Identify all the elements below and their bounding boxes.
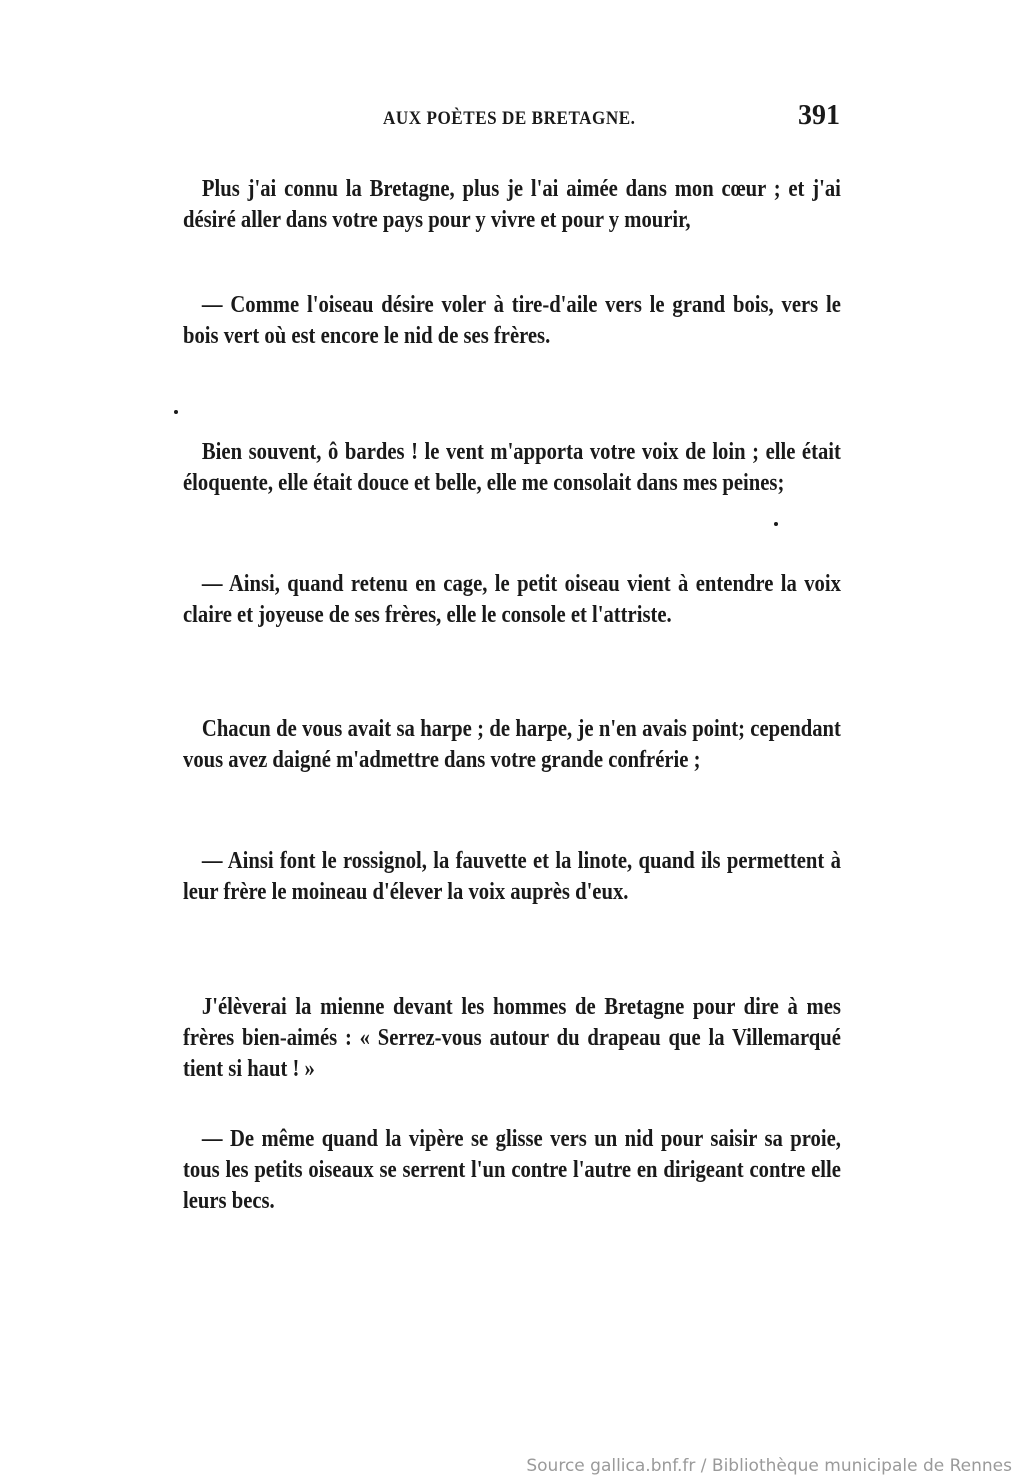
running-head: AUX POÈTES DE BRETAGNE. — [383, 108, 636, 129]
stanza-1: Plus j'ai connu la Bretagne, plus je l'ai aimée dans mon cœur ; et j'ai désiré aller dans votre pays pour y vivre et pour y mourir, — [183, 176, 841, 233]
stanza-3: Bien souvent, ô bardes ! le vent m'apporta votre voix de loin ; elle était éloquente, elle était douce et belle, elle me consolait dans mes peines; — [183, 439, 841, 496]
stanza-4: — Ainsi, quand retenu en cage, le petit oiseau vient à entendre la voix claire et joyeuse de ses frères, elle le console et l'attriste. — [183, 571, 841, 628]
stanza-8: — De même quand la vipère se glisse vers un nid pour saisir sa proie, tous les petits oiseaux se serrent l'un contre l'autre en dirigeant contre elle leurs becs. — [183, 1126, 841, 1214]
stanza-6: — Ainsi font le rossignol, la fauvette et la linote, quand ils permettent à leur frère le moineau d'élever la voix auprès d'eux. — [183, 848, 841, 905]
print-speck — [774, 522, 778, 526]
source-credit: Source gallica.bnf.fr / Bibliothèque municipale de Rennes — [526, 1456, 1012, 1476]
stanza-2: — Comme l'oiseau désire voler à tire-d'aile vers le grand bois, vers le bois vert où est encore le nid de ses frères. — [183, 292, 841, 349]
page-number: 391 — [798, 100, 840, 131]
stanza-7: J'élèverai la mienne devant les hommes de Bretagne pour dire à mes frères bien-aimés : « Serrez-vous autour du drapeau que la Villemarqué tient si haut ! » — [183, 994, 841, 1082]
stanza-5: Chacun de vous avait sa harpe ; de harpe, je n'en avais point; cependant vous avez daigné m'admettre dans votre grande confrérie ; — [183, 716, 841, 773]
print-speck — [174, 410, 178, 414]
